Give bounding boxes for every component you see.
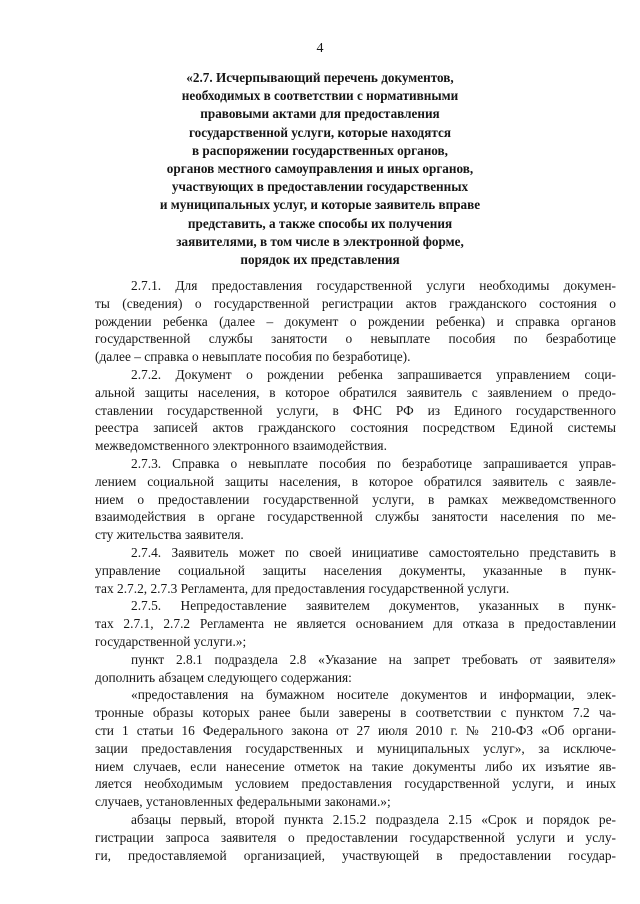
heading-line: участвующих в предоставлении государственных — [171, 179, 469, 195]
heading-line: в распоряжении государственных органов, — [192, 142, 448, 158]
text-line: рождении ребенка (далее – документ о рождении ребенка) и справка органов — [95, 313, 616, 329]
heading-line: необходимых в соответствии с нормативными — [181, 88, 459, 104]
text-line: 2.7.5. Непредоставление заявителем документов, указанных в пунк- — [131, 598, 616, 614]
text-line: взаимодействия в органе государственной службы занятости населения по ме- — [95, 509, 616, 525]
text-line: нием о предоставлении государственной услуги, в рамках межведомственного — [95, 491, 616, 507]
heading-line: представить, а также способы их получения — [187, 215, 453, 231]
heading-line: органов местного самоуправления и иных органов, — [166, 161, 474, 177]
heading-line: порядок их представления — [240, 252, 400, 268]
text-line: 2.7.1. Для предоставления государственной услуги необходимы докумен- — [131, 278, 616, 293]
section-heading — [0, 69, 640, 269]
text-line: сти 1 статьи 16 Федерального закона от 27 июля 2010 г. № 210-ФЗ «Об органи- — [95, 722, 616, 738]
text-line: управление социальной защиты населения документы, указанные в пунк- — [95, 562, 616, 578]
text-line: дополнить абзацем следующего содержания: — [95, 669, 352, 685]
text-line: ставлении государственной услуги, в ФНС РФ из Единого государственного — [95, 402, 616, 418]
page-number: 4 — [316, 41, 324, 56]
text-line: тах 2.7.1, 2.7.2 Регламента не является основанием для отказа в предоставлении — [95, 616, 616, 632]
text-line: государственной службы занятости о невыплате пособия по безработице — [95, 331, 616, 347]
heading-line: «2.7. Исчерпывающий перечень документов, — [186, 70, 454, 85]
text-line: межведомственного электронного взаимодействия. — [95, 438, 387, 454]
text-line: тронные образы которых ранее были заверены в соответствии с пунктом 7.2 ча- — [95, 705, 616, 721]
text-line: 2.7.3. Справка о невыплате пособия по безработице запрашивается управ- — [131, 455, 616, 471]
text-line: альной защиты населения, в которое обратился заявитель с заявлением о предо- — [95, 384, 616, 400]
text-line: абзацы первый, второй пункта 2.15.2 подраздела 2.15 «Срок и порядок ре- — [131, 811, 616, 827]
text-line: 2.7.4. Заявитель может по своей инициативе самостоятельно представить в — [131, 544, 616, 560]
text-line: гистрации запроса заявителя о предоставлении государственной услуги и услу- — [95, 829, 616, 845]
text-line: нием случаев, если нанесение отметок на такие документы либо их изъятие яв- — [95, 758, 616, 774]
text-line: ги, предоставляемой организацией, участвующей в предоставлении государ- — [95, 847, 616, 863]
text-line: случаев, установленных федеральными законами.»; — [95, 794, 391, 810]
text-line: сту жительства заявителя. — [95, 527, 244, 543]
text-line: ляется необходимым условием предоставления государственной услуги, и иных — [95, 776, 616, 792]
heading-line: и муниципальных услуг, и которые заявитель вправе — [159, 197, 481, 213]
text-line: тах 2.7.2, 2.7.3 Регламента, для предоставления государственной услуги. — [95, 580, 510, 596]
text-line: (далее – справка о невыплате пособия по безработице). — [95, 349, 411, 365]
text-line: лением социальной защиты населения, в которое обратился заявитель с заявле- — [95, 473, 616, 489]
text-line: зации предоставления государственных и муниципальных услуг», за исключе- — [95, 740, 616, 756]
body-text — [95, 277, 616, 864]
text-line: ты (сведения) о государственной регистрации актов гражданского состояния о — [95, 295, 616, 311]
text-line: пункт 2.8.1 подраздела 2.8 «Указание на запрет требовать от заявителя» — [131, 651, 616, 667]
text-line: «предоставления на бумажном носителе документов и информации, элек- — [131, 687, 616, 703]
heading-line: правовыми актами для предоставления — [200, 106, 440, 122]
text-line: государственной услуги.»; — [95, 633, 247, 649]
text-line: реестра записей актов гражданского состояния посредством Единой системы — [95, 420, 616, 436]
heading-line: заявителями, в том числе в электронной форме, — [176, 233, 464, 249]
heading-line: государственной услуги, которые находятся — [189, 124, 451, 140]
text-line: 2.7.2. Документ о рождении ребенка запрашивается управлением соци- — [131, 366, 616, 382]
